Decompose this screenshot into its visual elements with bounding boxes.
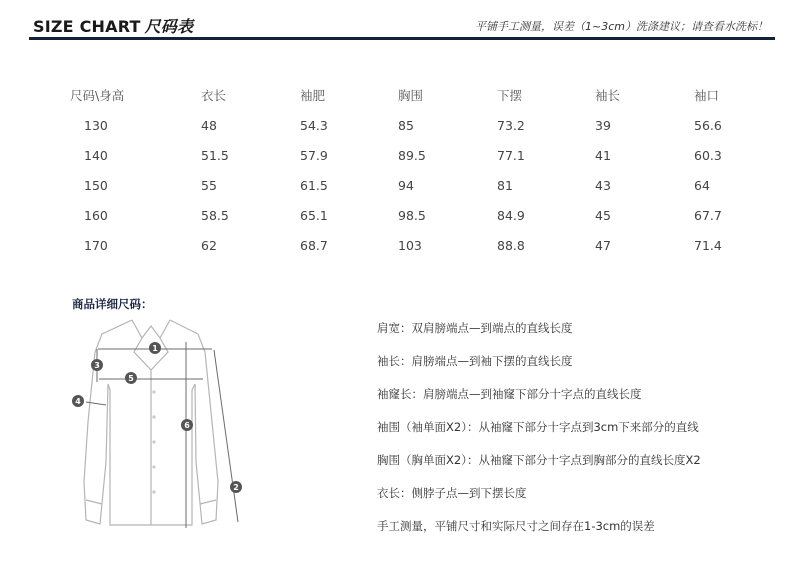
shirt-buttons xyxy=(152,390,155,493)
header xyxy=(0,0,790,40)
table-cell: 48 xyxy=(201,117,217,133)
marker-3 xyxy=(91,359,103,371)
marker-1 xyxy=(149,342,161,354)
table-cell: 55 xyxy=(201,177,217,193)
table-cell: 64 xyxy=(694,177,710,193)
table-cell: 88.8 xyxy=(497,237,525,253)
desc-chest: 胸围（胸单面X2）：从袖窿下部分十字点到胸部分的直线长度X2 xyxy=(377,453,701,467)
table-header-row xyxy=(70,80,754,110)
svg-text:3: 3 xyxy=(94,361,100,370)
table-cell: 103 xyxy=(398,237,422,253)
table-cell: 98.5 xyxy=(398,207,426,223)
table-cell: 84.9 xyxy=(497,207,525,223)
table-cell: 39 xyxy=(595,117,611,133)
table-row xyxy=(70,140,754,170)
table-cell: 68.7 xyxy=(300,237,328,253)
size-table xyxy=(70,80,754,260)
table-cell: 130 xyxy=(84,117,108,133)
table-row xyxy=(70,200,754,230)
col-header: 尺码\身高 xyxy=(70,88,125,103)
desc-sleeve-length: 袖长：肩膀端点—到袖下摆的直线长度 xyxy=(377,354,573,368)
table-cell: 150 xyxy=(84,177,108,193)
svg-text:6: 6 xyxy=(184,421,190,430)
table-cell: 57.9 xyxy=(300,147,328,163)
marker-2 xyxy=(230,481,242,493)
svg-text:4: 4 xyxy=(75,397,81,406)
table-cell: 60.3 xyxy=(694,147,722,163)
table-row xyxy=(70,170,754,200)
table-cell: 58.5 xyxy=(201,207,229,223)
col-header: 下摆 xyxy=(497,88,523,103)
table-cell: 85 xyxy=(398,117,414,133)
measurement-descriptions xyxy=(377,318,701,549)
col-header: 衣长 xyxy=(201,88,227,103)
detail-section-title: 商品详细尺码： xyxy=(72,297,153,311)
col-header: 袖长 xyxy=(595,88,621,103)
col-header: 袖肥 xyxy=(300,88,326,103)
page-title xyxy=(33,14,193,37)
table-cell: 51.5 xyxy=(201,147,229,163)
table-cell: 89.5 xyxy=(398,147,426,163)
table-cell: 94 xyxy=(398,177,414,193)
table-cell: 62 xyxy=(201,237,217,253)
marker-6 xyxy=(181,419,193,431)
desc-sleeve-width: 袖围（袖单面X2）：从袖窿下部分十字点到3cm下来部分的直线 xyxy=(377,420,699,434)
svg-text:1: 1 xyxy=(152,344,158,353)
col-header: 胸围 xyxy=(398,88,424,103)
desc-armhole: 袖窿长：肩膀端点—到袖窿下部分十字点的直线长度 xyxy=(377,387,642,401)
svg-text:2: 2 xyxy=(233,483,239,492)
marker-5 xyxy=(125,372,137,384)
measurement-note: 平铺手工测量，误差（1~3cm）洗涤建议；请查看水洗标！ xyxy=(475,20,768,33)
table-cell: 71.4 xyxy=(694,237,722,253)
table-cell: 56.6 xyxy=(694,117,722,133)
desc-shoulder: 肩宽：双肩膀端点—到端点的直线长度 xyxy=(377,321,573,335)
table-cell: 47 xyxy=(595,237,611,253)
table-cell: 67.7 xyxy=(694,207,722,223)
table-cell: 81 xyxy=(497,177,513,193)
title-en: SIZE CHART xyxy=(33,17,141,36)
title-cn: 尺码表 xyxy=(144,17,194,36)
table-cell: 45 xyxy=(595,207,611,223)
table-cell: 77.1 xyxy=(497,147,525,163)
desc-length: 衣长：侧脖子点—到下摆长度 xyxy=(377,486,527,500)
table-cell: 41 xyxy=(595,147,611,163)
table-cell: 170 xyxy=(84,237,108,253)
svg-text:5: 5 xyxy=(128,374,134,383)
col-header: 袖口 xyxy=(694,88,720,103)
table-cell: 54.3 xyxy=(300,117,328,133)
table-cell: 65.1 xyxy=(300,207,328,223)
table-cell: 61.5 xyxy=(300,177,328,193)
header-rule xyxy=(29,37,775,40)
marker-4 xyxy=(72,395,84,407)
garment-diagram xyxy=(62,312,262,542)
table-row xyxy=(70,110,754,140)
table-row xyxy=(70,230,754,260)
desc-manual-note: 手工测量，平铺尺寸和实际尺寸之间存在1-3cm的误差 xyxy=(377,519,655,533)
table-cell: 73.2 xyxy=(497,117,525,133)
table-cell: 160 xyxy=(84,207,108,223)
table-cell: 140 xyxy=(84,147,108,163)
table-cell: 43 xyxy=(595,177,611,193)
